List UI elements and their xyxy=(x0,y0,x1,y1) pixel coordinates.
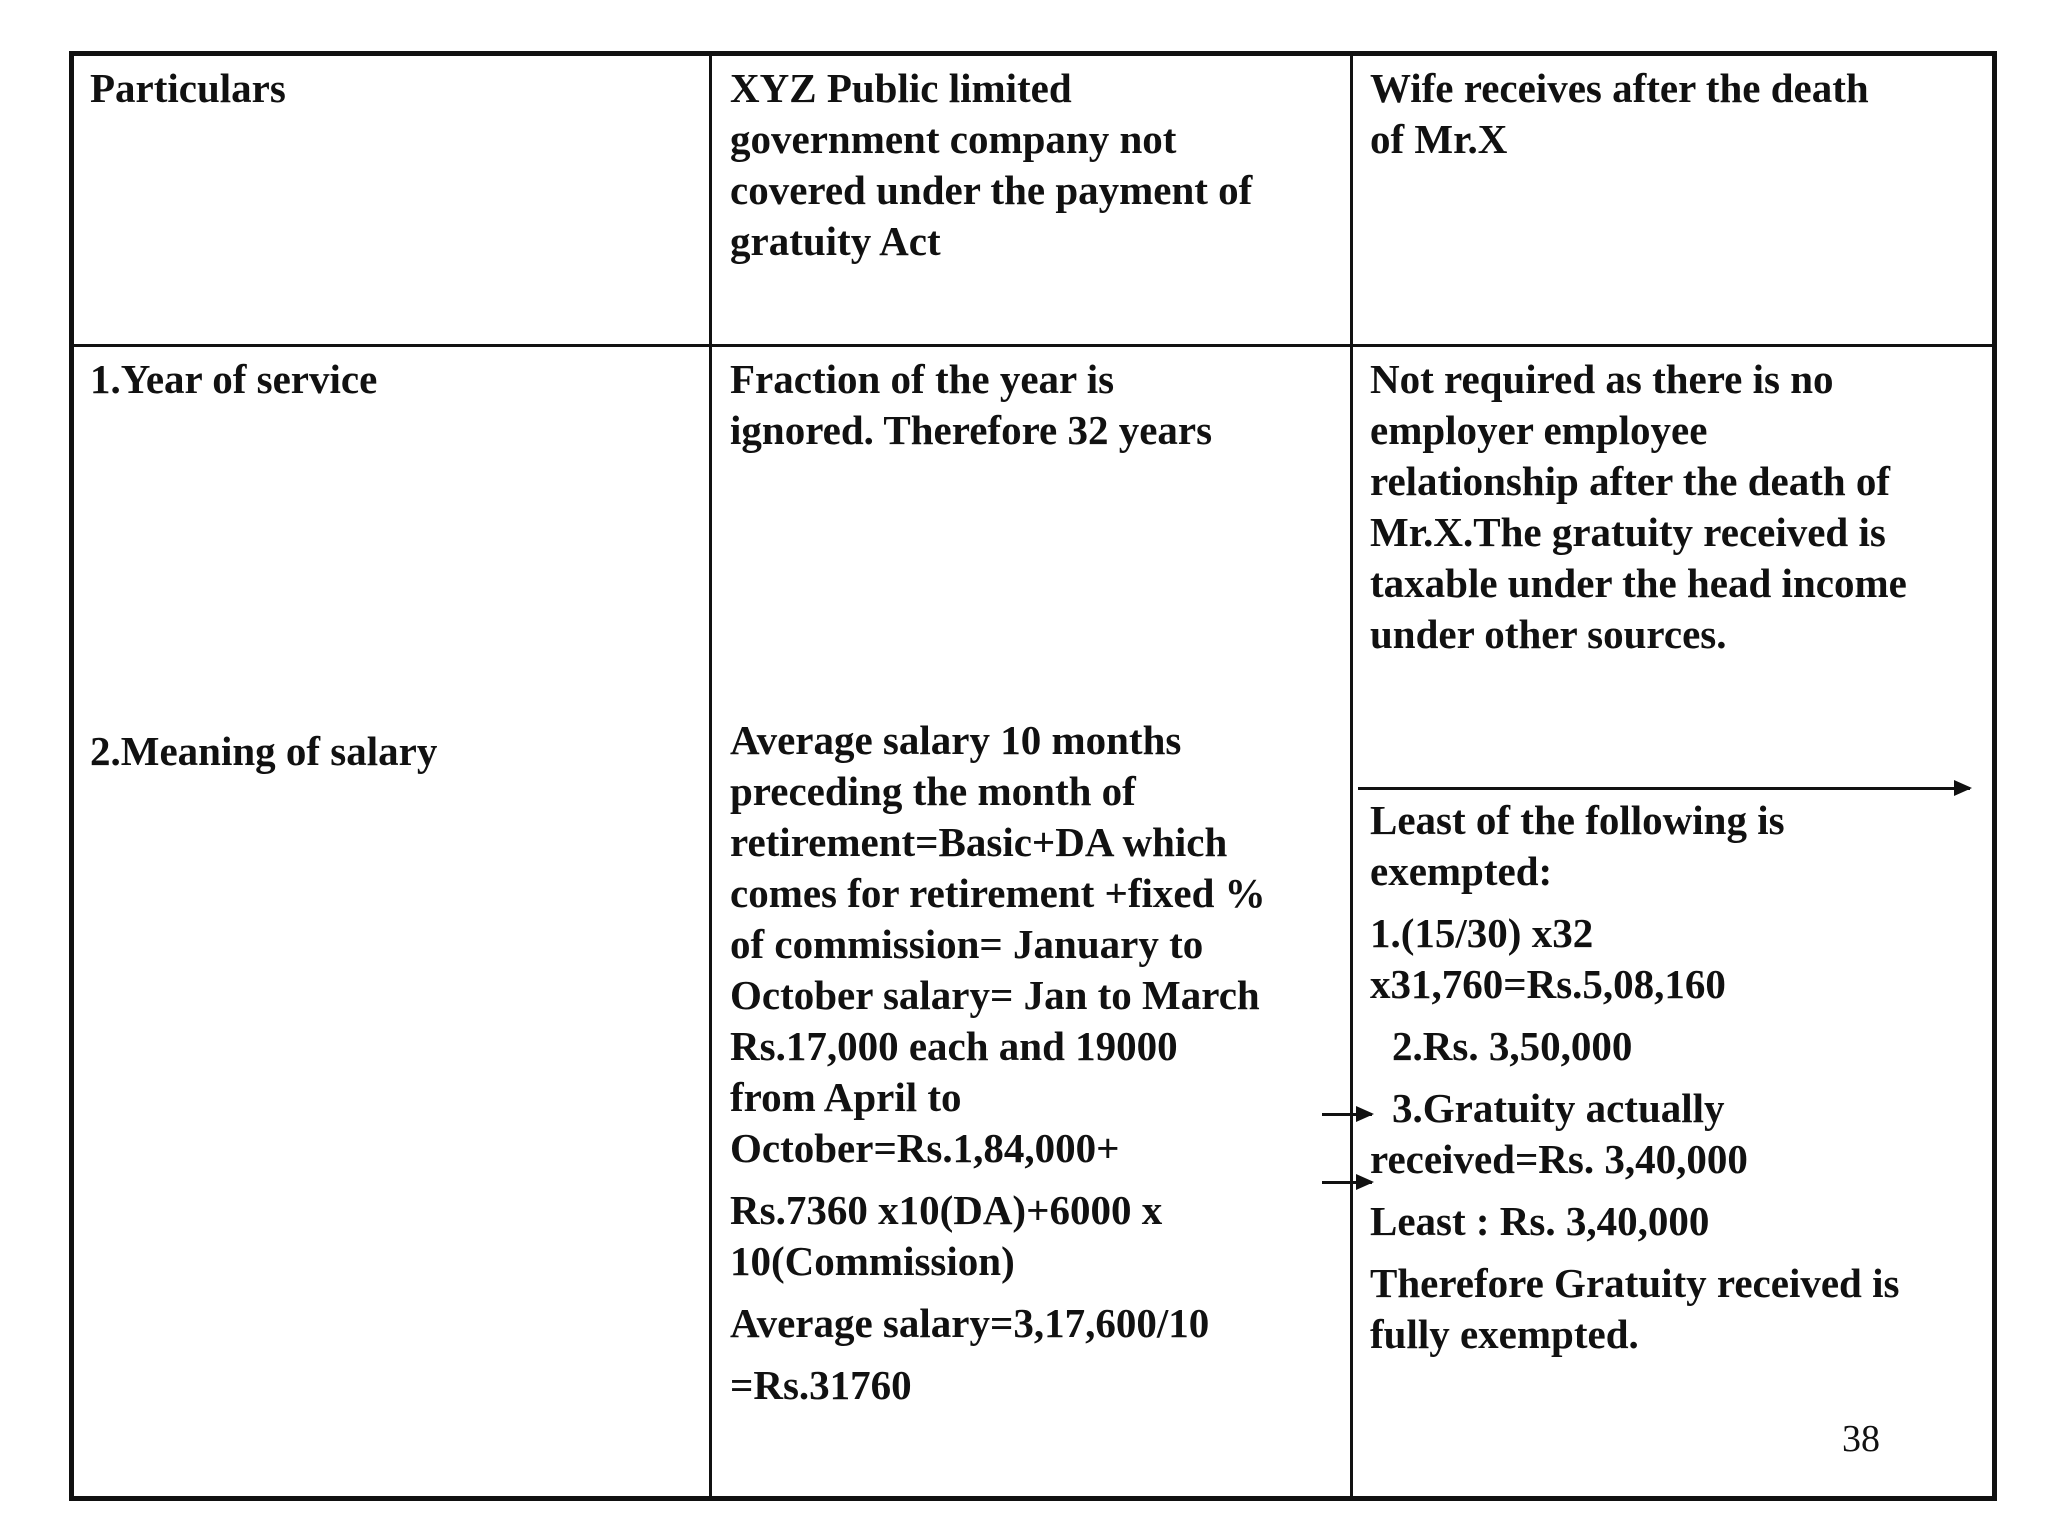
header-company-line: XYZ Public limited xyxy=(730,65,1072,111)
salary-calc-line: Rs.17,000 each and 19000 xyxy=(730,1023,1178,1069)
average-salary-line: Average salary=3,17,600/10 xyxy=(730,1300,1210,1346)
meaning-of-salary-label: 2.Meaning of salary xyxy=(90,728,438,774)
least-amount: Least : Rs. 3,40,000 xyxy=(1370,1198,1710,1244)
salary-calc-line: retirement=Basic+DA which xyxy=(730,819,1228,865)
exemption-item-1: 1.(15/30) x32 xyxy=(1370,910,1594,956)
header-wife-line: of Mr.X xyxy=(1370,116,1508,162)
header-particulars: Particulars xyxy=(90,65,286,111)
year-of-service-label: 1.Year of service xyxy=(90,356,378,402)
exemption-item-3: received=Rs. 3,40,000 xyxy=(1370,1136,1748,1182)
year-of-service-company-line: ignored. Therefore 32 years xyxy=(730,407,1213,453)
column-divider-2 xyxy=(1350,56,1353,1496)
exemption-intro-line: exempted: xyxy=(1370,848,1553,894)
salary-calc-line: Rs.7360 x10(DA)+6000 x xyxy=(730,1187,1163,1233)
salary-calc-line: October=Rs.1,84,000+ xyxy=(730,1125,1120,1171)
salary-calc-line: of commission= January to xyxy=(730,921,1204,967)
exemption-item-2: 2.Rs. 3,50,000 xyxy=(1392,1023,1633,1069)
average-salary-result: =Rs.31760 xyxy=(730,1362,912,1408)
exemption-item-3: 3.Gratuity actually xyxy=(1392,1085,1725,1131)
header-company-line: gratuity Act xyxy=(730,218,941,264)
right-arrow-icon xyxy=(1322,1181,1372,1184)
exemption-item-1: x31,760=Rs.5,08,160 xyxy=(1370,961,1726,1007)
conclusion-line: fully exempted. xyxy=(1370,1311,1639,1357)
exemption-intro-line: Least of the following is xyxy=(1370,797,1785,843)
right-arrow-icon xyxy=(1322,1113,1372,1116)
year-of-service-wife-line: Not required as there is no xyxy=(1370,356,1834,402)
column-divider-1 xyxy=(709,56,712,1496)
year-of-service-wife-line: under other sources. xyxy=(1370,611,1727,657)
year-of-service-wife-line: relationship after the death of xyxy=(1370,458,1891,504)
year-of-service-company-line: Fraction of the year is xyxy=(730,356,1115,402)
salary-calc-line: 10(Commission) xyxy=(730,1238,1015,1284)
salary-calc-line: October salary= Jan to March xyxy=(730,972,1260,1018)
salary-calc-line: from April to xyxy=(730,1074,962,1120)
header-company-line: covered under the payment of xyxy=(730,167,1253,213)
year-of-service-wife-line: Mr.X.The gratuity received is xyxy=(1370,509,1886,555)
header-row-divider xyxy=(74,344,1992,347)
salary-calc-line: comes for retirement +fixed % xyxy=(730,870,1266,916)
right-arrow-icon xyxy=(1358,787,1970,790)
header-company-line: government company not xyxy=(730,116,1177,162)
page-number: 38 xyxy=(1842,1418,1880,1460)
salary-calc-line: preceding the month of xyxy=(730,768,1136,814)
header-wife-line: Wife receives after the death xyxy=(1370,65,1869,111)
salary-calc-line: Average salary 10 months xyxy=(730,717,1182,763)
conclusion-line: Therefore Gratuity received is xyxy=(1370,1260,1900,1306)
year-of-service-wife-line: employer employee xyxy=(1370,407,1708,453)
year-of-service-wife-line: taxable under the head income xyxy=(1370,560,1907,606)
